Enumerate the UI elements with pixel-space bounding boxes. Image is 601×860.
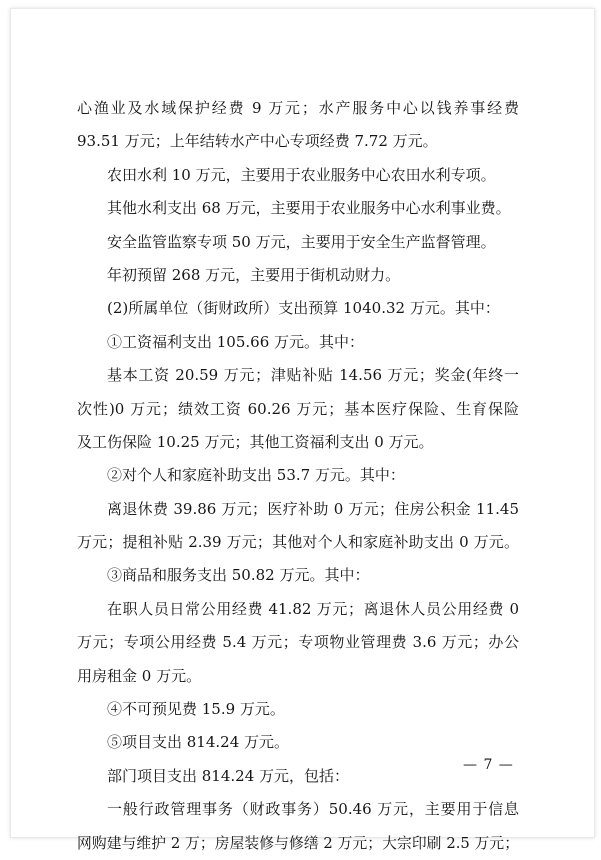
text-line: 基本工资 20.59 万元；津贴补贴 14.56 万元；奖金(年终一 <box>107 366 519 385</box>
document-body <box>77 92 519 860</box>
text-line: 离退休费 39.86 万元；医疗补助 0 万元；住房公积金 11.45 <box>107 499 519 518</box>
page-number: — 7 — <box>463 757 514 773</box>
text-line: 万元；专项公用经费 5.4 万元；专项物业管理费 3.6 万元；办公 <box>77 633 519 652</box>
text-line: (2)所属单位（街财政所）支出预算 1040.32 万元。其中： <box>107 299 500 318</box>
text-line: ②对个人和家庭补助支出 53.7 万元。其中： <box>107 466 405 485</box>
text-line: 安全监管监察专项 50 万元，主要用于安全生产监督管理。 <box>107 232 496 251</box>
text-line: 心渔业及水域保护经费 9 万元；水产服务中心以钱养事经费 <box>77 99 519 117</box>
text-line: 万元；提租补贴 2.39 万元；其他对个人和家庭补助支出 0 万元。 <box>77 533 519 552</box>
text-line: 用房租金 0 万元。 <box>77 666 202 685</box>
text-line: 其他水利支出 68 万元，主要用于农业服务中心水利事业费。 <box>107 199 511 218</box>
text-line: 年初预留 268 万元，主要用于街机动财力。 <box>107 265 401 284</box>
text-line: 部门项目支出 814.24 万元，包括： <box>107 766 350 785</box>
text-line: 农田水利 10 万元，主要用于农业服务中心农田水利专项。 <box>107 165 496 184</box>
text-line: 及工伤保险 10.25 万元；其他工资福利支出 0 万元。 <box>77 432 434 451</box>
text-line: ⑤项目支出 814.24 万元。 <box>107 733 290 752</box>
text-line: 次性)0 万元；绩效工资 60.26 万元；基本医疗保险、生育保险 <box>77 399 519 418</box>
text-line: 在职人员日常公用经费 41.82 万元；离退休人员公用经费 0 <box>107 599 519 618</box>
text-line: ①工资福利支出 105.66 万元。其中： <box>107 332 365 351</box>
text-line: 网购建与维护 2 万；房屋装修与修缮 2 万元；大宗印刷 2.5 万元； <box>77 834 519 852</box>
text-line: ④不可预见费 15.9 万元。 <box>107 700 285 719</box>
text-line: 93.51 万元；上年结转水产中心专项经费 7.72 万元。 <box>77 132 438 151</box>
text-line: 一般行政管理事务（财政事务）50.46 万元，主要用于信息 <box>107 800 519 819</box>
text-line: ③商品和服务支出 50.82 万元。其中： <box>107 566 370 585</box>
